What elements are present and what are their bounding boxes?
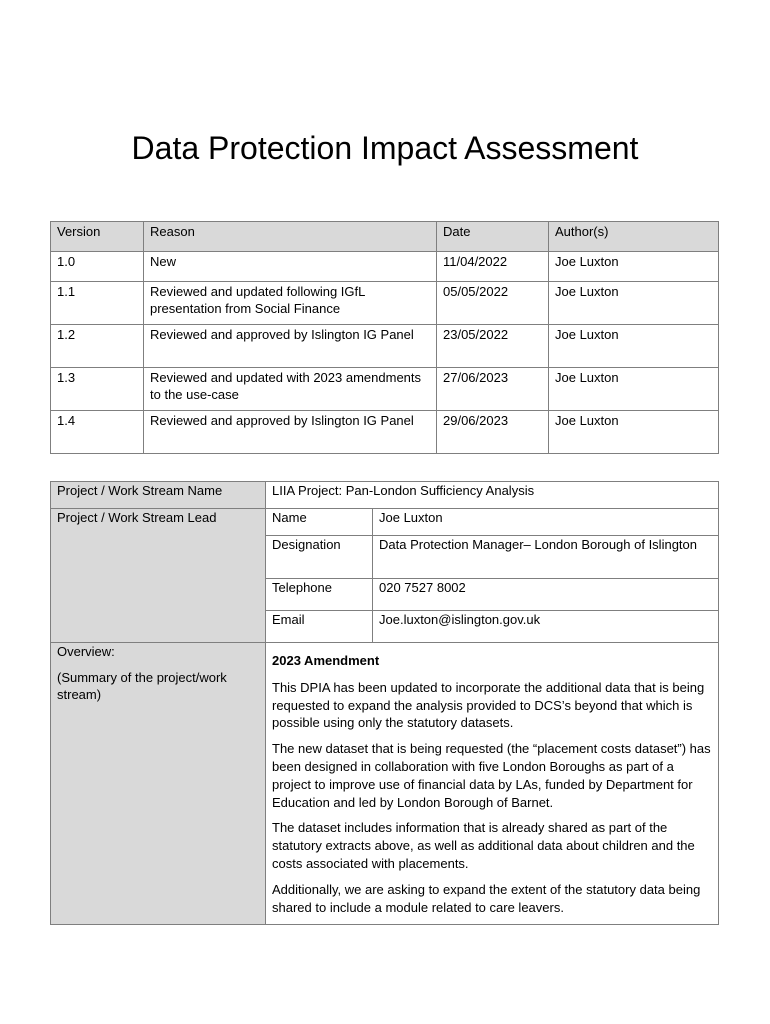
date-cell: 23/05/2022	[437, 325, 549, 368]
overview-label: Overview:	[57, 644, 115, 659]
email-value: Joe.luxton@islington.gov.uk	[373, 611, 719, 643]
date-header: Date	[437, 222, 549, 252]
reason-header: Reason	[144, 222, 437, 252]
reason-cell: Reviewed and updated following IGfL presentation from Social Finance	[144, 282, 437, 325]
overview-sublabel: (Summary of the project/work stream)	[57, 670, 227, 702]
lead-name-row	[51, 509, 719, 536]
document-title: Data Protection Impact Assessment	[131, 130, 639, 166]
table-row	[51, 368, 719, 411]
table-row	[51, 282, 719, 325]
overview-label-cell	[51, 643, 266, 925]
amendment-heading: 2023 Amendment	[272, 653, 380, 668]
designation-value: Data Protection Manager– London Borough of Islington	[373, 536, 719, 579]
author-cell: Joe Luxton	[549, 411, 719, 454]
project-name-value: LIIA Project: Pan-London Sufficiency Analysis	[266, 482, 719, 509]
overview-content	[266, 643, 719, 925]
version-cell: 1.3	[51, 368, 144, 411]
designation-label: Designation	[266, 536, 373, 579]
overview-paragraph: This DPIA has been updated to incorporate the additional data that is being requested to expand the analysis provided to DCS’s beyond that which is possible using only the statutory datasets.	[272, 679, 705, 731]
date-cell: 05/05/2022	[437, 282, 549, 325]
reason-cell: Reviewed and approved by Islington IG Panel	[144, 325, 437, 368]
project-lead-label: Project / Work Stream Lead	[51, 509, 266, 643]
version-cell: 1.2	[51, 325, 144, 368]
telephone-label: Telephone	[266, 579, 373, 611]
reason-cell: Reviewed and approved by Islington IG Panel	[144, 411, 437, 454]
date-cell: 29/06/2023	[437, 411, 549, 454]
project-name-label: Project / Work Stream Name	[51, 482, 266, 509]
author-cell: Joe Luxton	[549, 325, 719, 368]
table-row	[51, 252, 719, 282]
project-details-table	[50, 481, 719, 925]
version-cell: 1.0	[51, 252, 144, 282]
author-cell: Joe Luxton	[549, 252, 719, 282]
version-history-table	[50, 221, 719, 454]
telephone-value: 020 7527 8002	[373, 579, 719, 611]
project-name-row	[51, 482, 719, 509]
table-row	[51, 411, 719, 454]
date-cell: 11/04/2022	[437, 252, 549, 282]
reason-cell: Reviewed and updated with 2023 amendments to the use-case	[144, 368, 437, 411]
table-row	[51, 325, 719, 368]
overview-row	[51, 643, 719, 925]
authors-header: Author(s)	[549, 222, 719, 252]
table-header-row	[51, 222, 719, 252]
overview-paragraph: The dataset includes information that is already shared as part of the statutory extracts above, as well as additional data about children and the costs associated with placements.	[272, 820, 695, 871]
lead-name-value: Joe Luxton	[373, 509, 719, 536]
lead-name-label: Name	[266, 509, 373, 536]
overview-paragraph: The new dataset that is being requested (the “placement costs dataset”) has been designed in collaboration with five London Boroughs as part of a project to improve use of financial data by LAs, funded by Department for Education and led by London Borough of Barnet.	[272, 741, 711, 810]
overview-paragraph: Additionally, we are asking to expand the extent of the statutory data being shared to include a module related to care leavers.	[272, 881, 701, 915]
author-cell: Joe Luxton	[549, 368, 719, 411]
author-cell: Joe Luxton	[549, 282, 719, 325]
reason-cell: New	[144, 252, 437, 282]
version-cell: 1.1	[51, 282, 144, 325]
email-label: Email	[266, 611, 373, 643]
date-cell: 27/06/2023	[437, 368, 549, 411]
version-cell: 1.4	[51, 411, 144, 454]
version-header: Version	[51, 222, 144, 252]
